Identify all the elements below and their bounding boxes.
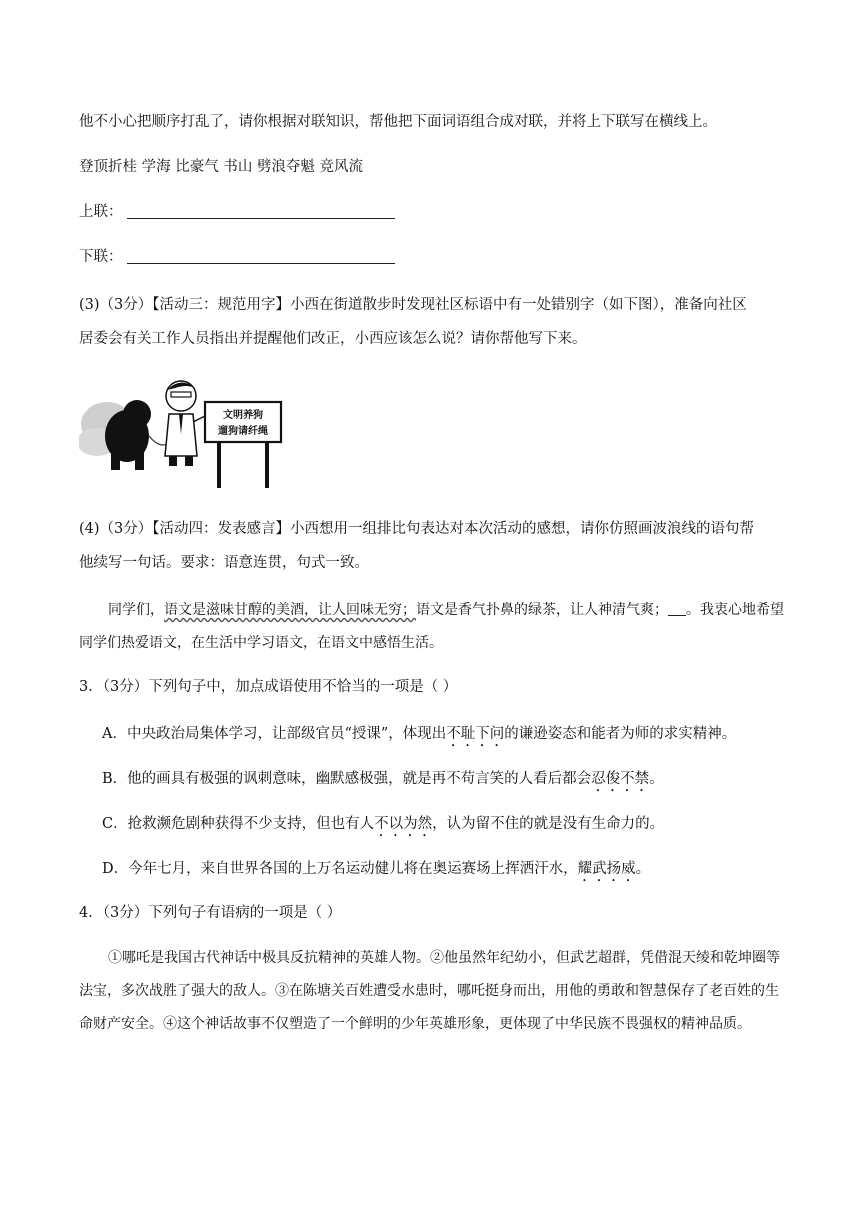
q3-option-b [102,767,664,795]
lower-couplet-blank[interactable] [127,247,395,264]
sign-text-2: 遛狗请纤绳 [218,426,268,437]
activity4-paragraph [79,594,784,660]
q3-d-idiom: 耀武扬威 [577,861,636,877]
q3-c-post: ，认为留不住的就是没有生命力的。 [432,816,665,832]
q3-b-post: 。 [649,771,664,787]
q3-a-post: 的谦逊姿态和能者为师的求实精神。 [504,726,737,742]
q3-option-d [102,857,650,885]
upper-couplet-label: 上联： [79,204,123,220]
lower-couplet-label: 下联： [79,249,123,265]
couplet-words: 登顶折桂 学海 比豪气 书山 劈浪夺魁 竞风流 [79,159,364,175]
sign-text-1: 文明养狗 [223,410,263,421]
q3-d-post: 。 [635,861,651,877]
q3-a-idiom: 不耻下问 [446,726,505,742]
lower-couplet-row [79,247,395,267]
q3-b-idiom: 忍俊不禁 [591,771,650,787]
activity4-line2: 他续写一句话。要求：语意连贯，句式一致。 [79,555,369,571]
continuation-blank[interactable] [668,601,686,616]
q3-option-c [102,812,664,840]
q3-c-idiom: 不以为然 [374,816,433,832]
upper-couplet-row [79,202,395,222]
q3-b-pre: B．他的画具有极强的讽刺意味，幽默感极强，就是再不苟言笑的人看后都会 [102,771,592,787]
para-start: 同学们， [108,602,164,618]
q4-passage: ①哪吒是我国古代神话中极具反抗精神的英雄人物。②他虽然年纪幼小，但武艺超群，凭借混天绫和乾坤圈等法宝，多次战胜了强大的敌人。③在陈塘关百姓遭受水患时，哪吒挺身而出，用他的勇敢和智慧保存了老百姓的生命财产安全。④这个神话故事不仅塑造了一个鲜明的少年英雄形象，更体现了中华民族不畏强权的精神品质。 [79,950,780,1032]
activity3-line1: (3)（3分）【活动三：规范用字】小西在街道散步时发现社区标语中有一处错别字（如下图），准备向社区 [79,297,747,313]
upper-couplet-blank[interactable] [127,202,395,219]
para-end: 。我衷心地希望同学们热爱语文，在生活中学习语文，在语文中感悟生活。 [79,602,784,651]
activity4-line1: (4)（3分）【活动四：发表感言】小西想用一组排比句表达对本次活动的感想，请你仿照画波浪线的语句帮 [79,521,755,537]
wavy-sentence: 语文是滋味甘醇的美酒，让人回味无穷； [164,602,416,618]
q4-stem: 4．（3分）下列句子有语病的一项是（ ） [79,905,342,921]
para-mid: 语文是香气扑鼻的绿茶，让人神清气爽； [416,602,668,618]
q3-d-pre: D．今年七月，来自世界各国的上万名运动健儿将在奥运赛场上挥洒汗水， [102,861,578,877]
activity2-intro: 他不小心把顺序打乱了，请你根据对联知识，帮他把下面词语组合成对联，并将上下联写在横线上。 [79,114,717,130]
q3-a-pre: A．中央政治局集体学习，让部级官员“授课”，体现出 [102,726,447,742]
sign-illustration [79,374,289,492]
q3-stem: 3．（3分）下列句子中，加点成语使用不恰当的一项是（ ） [79,679,458,695]
activity3-line2: 居委会有关工作人员指出并提醒他们改正，小西应该怎么说？请你帮他写下来。 [79,331,587,347]
q3-c-pre: C．抢救濒危剧种获得不少支持，但也有人 [102,816,375,832]
q3-option-a [102,722,736,750]
